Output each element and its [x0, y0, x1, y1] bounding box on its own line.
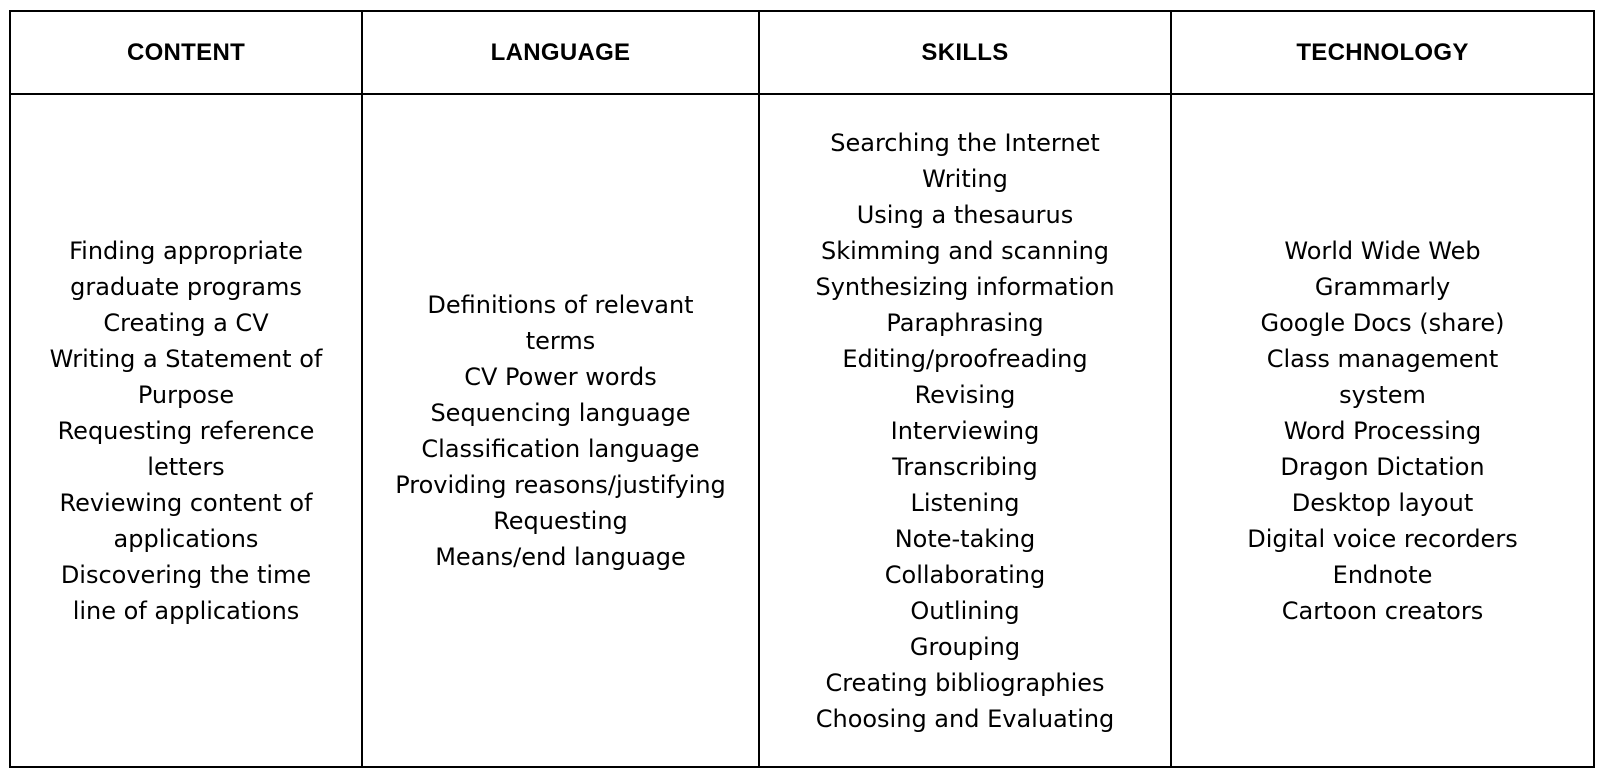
list-item: World Wide Web — [1284, 236, 1481, 265]
list-item: Grouping — [909, 632, 1021, 661]
list-item: Definitions of relevant — [427, 290, 694, 319]
header-language: LANGUAGE — [362, 11, 759, 94]
list-item: applications — [113, 524, 259, 553]
list-item: Google Docs (share) — [1260, 308, 1505, 337]
list-item: Endnote — [1332, 560, 1433, 589]
list-item: graduate programs — [70, 272, 302, 301]
list-item: Outlining — [910, 596, 1020, 625]
technology-list — [1172, 233, 1593, 629]
list-item: Classification language — [421, 434, 700, 463]
content-cell — [10, 94, 362, 767]
list-item: Requesting — [493, 506, 628, 535]
list-item: Desktop layout — [1291, 488, 1474, 517]
language-list — [363, 287, 758, 575]
list-item: Synthesizing information — [815, 272, 1115, 301]
list-item: Sequencing language — [430, 398, 691, 427]
list-item: Using a thesaurus — [856, 200, 1074, 229]
list-item: system — [1339, 380, 1426, 409]
list-item: Discovering the time — [60, 560, 312, 589]
list-item: Purpose — [137, 380, 235, 409]
skills-list — [760, 125, 1170, 737]
header-skills: SKILLS — [759, 11, 1171, 94]
list-item: Reviewing content of — [59, 488, 313, 517]
list-item: Editing/proofreading — [842, 344, 1088, 373]
list-item: Creating bibliographies — [825, 668, 1105, 697]
curriculum-table — [9, 10, 1595, 768]
list-item: Digital voice recorders — [1247, 524, 1518, 553]
technology-cell — [1171, 94, 1594, 767]
list-item: Choosing and Evaluating — [815, 704, 1115, 733]
body-row — [10, 94, 1594, 767]
list-item: terms — [525, 326, 596, 355]
list-item: Cartoon creators — [1281, 596, 1484, 625]
header-content: CONTENT — [10, 11, 362, 94]
list-item: Listening — [910, 488, 1020, 517]
skills-cell — [759, 94, 1171, 767]
list-item: Interviewing — [890, 416, 1040, 445]
list-item: Transcribing — [892, 452, 1038, 481]
list-item: line of applications — [72, 596, 300, 625]
list-item: Means/end language — [435, 542, 686, 571]
list-item: Dragon Dictation — [1280, 452, 1485, 481]
list-item: Grammarly — [1314, 272, 1451, 301]
list-item: CV Power words — [464, 362, 657, 391]
list-item: Finding appropriate — [69, 236, 303, 265]
content-list — [11, 233, 361, 629]
list-item: Writing — [922, 164, 1008, 193]
header-row — [10, 11, 1594, 94]
list-item: Collaborating — [884, 560, 1046, 589]
list-item: Class management — [1266, 344, 1499, 373]
language-cell — [362, 94, 759, 767]
list-item: Revising — [914, 380, 1016, 409]
header-technology: TECHNOLOGY — [1171, 11, 1594, 94]
list-item: Creating a CV — [103, 308, 269, 337]
list-item: Writing a Statement of — [49, 344, 323, 373]
list-item: Note-taking — [894, 524, 1036, 553]
list-item: Requesting reference — [57, 416, 315, 445]
list-item: letters — [147, 452, 225, 481]
list-item: Paraphrasing — [886, 308, 1044, 337]
list-item: Providing reasons/justifying — [395, 470, 726, 499]
list-item: Skimming and scanning — [820, 236, 1110, 265]
list-item: Searching the Internet — [830, 128, 1100, 157]
list-item: Word Processing — [1283, 416, 1482, 445]
